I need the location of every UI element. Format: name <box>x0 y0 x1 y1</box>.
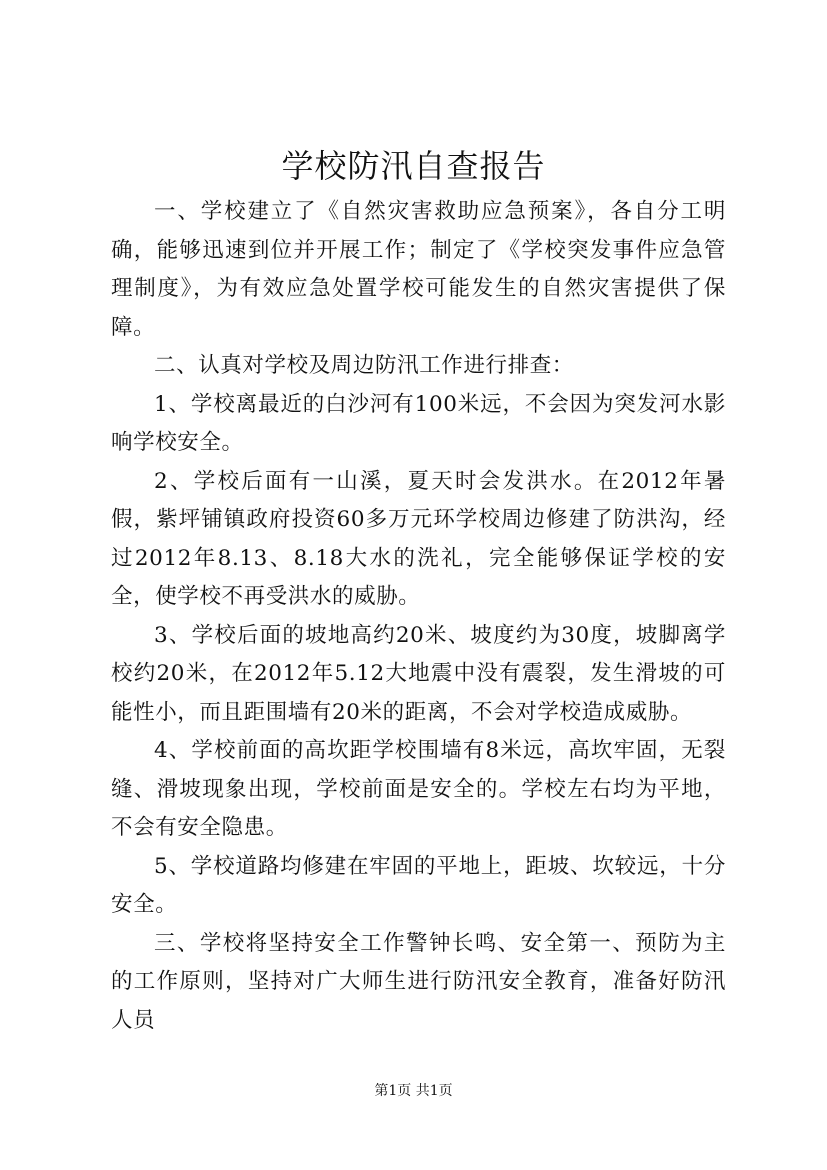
paragraph: 三、学校将坚持安全工作警钟长鸣、安全第一、预防为主的工作原则，坚持对广大师生进行防汛安全教育，准备好防汛人员 <box>111 930 726 1033</box>
document-body <box>111 193 726 1040</box>
document-title: 学校防汛自查报告 <box>281 147 546 185</box>
paragraph: 二、认真对学校及周边防汛工作进行排查： <box>154 353 574 378</box>
paragraph: 4、学校前面的高坎距学校围墙有8米远，高坎牢固，无裂缝、滑坡现象出现，学校前面是安全的。学校左右均为平地，不会有安全隐患。 <box>111 738 726 840</box>
paragraph: 1、学校离最近的白沙河有100米远，不会因为突发河水影响学校安全。 <box>111 391 726 455</box>
paragraph: 3、学校后面的坡地高约20米、坡度约为30度，坡脚离学校约20米，在2012年5.12大地震中没有震裂，发生滑坡的可能性小，而且距围墙有20米的距离，不会对学校造成威胁。 <box>111 622 726 725</box>
paragraph: 5、学校道路均修建在牢固的平地上，距坡、坎较远，十分安全。 <box>111 853 726 917</box>
paragraph: 一、学校建立了《自然灾害救助应急预案》，各自分工明确，能够迅速到位并开展工作；制定了《学校突发事件应急管理制度》，为有效应急处置学校可能发生的自然灾害提供了保障。 <box>111 199 726 340</box>
page-footer: 第1页 共1页 <box>374 1083 453 1099</box>
paragraph: 2、学校后面有一山溪，夏天时会发洪水。在2012年暑假，紫坪铺镇政府投资60多万元环学校周边修建了防洪沟，经过2012年8.13、8.18大水的洗礼，完全能够保证学校的安全，使学校不再受洪水的威胁。 <box>111 468 726 609</box>
